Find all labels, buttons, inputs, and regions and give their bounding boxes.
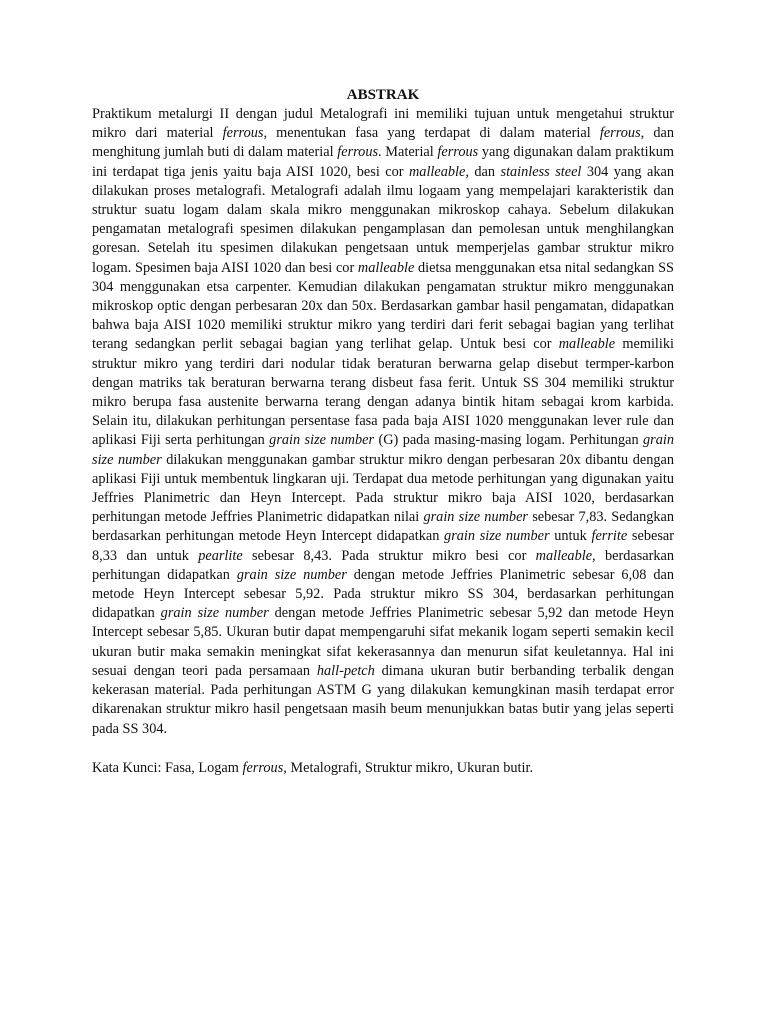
text-run: dietsa menggunakan etsa nital sedangkan SS 304 menggunakan etsa carpenter. Kemudian dilakukan pengamatan struktur mikro menggunakan mikroskop optic dengan perbesaran 20x dan 50x. Berdasarkan gambar hasil pengamatan, didapatkan bahwa baja AISI 1020 memiliki struktur mikro yang terdiri dari ferit sebagai bagian yang terlihat terang sedangkan perlit sebagai bagian yang terlihat gelap. Untuk besi cor bbox=[92, 259, 674, 353]
italic-term: grain size number bbox=[236, 566, 347, 583]
italic-term: grain size number bbox=[444, 528, 550, 545]
italic-term: pearlite bbox=[198, 547, 243, 564]
text-run: untuk bbox=[549, 528, 592, 545]
italic-term: grain size number bbox=[423, 509, 528, 526]
italic-term: hall-petch bbox=[316, 662, 375, 679]
text-run: (G) pada masing-masing logam. Perhitungan bbox=[374, 432, 643, 449]
text-run: 304 yang akan dilakukan proses metalografi. Metalografi adalah ilmu logaam yang mempelajari karakteristik dan struktur suatu logam dalam skala mikro menggunakan mikroskop cahaya. Sebelum dilakukan pengamatan metalografi spesimen dilakukan pengamplasan dan pemolesan untuk menghilangkan goresan. Setelah itu spesimen dilakukan pengetsaan untuk memperjelas gambar struktur mikro logam. Spesimen baja AISI 1020 dan besi cor bbox=[92, 163, 674, 276]
text-run: dengan metode Jeffries Planimetric sebesar 6,08 dan metode Heyn Intercept sebesar 5,92. Pada struktur mikro SS 304, berdasarkan perhitungan didapatkan bbox=[92, 566, 674, 622]
italic-term: grain size number bbox=[92, 432, 674, 468]
text-run: , dan menghitung jumlah buti di dalam material bbox=[92, 125, 675, 161]
text-run: . Material bbox=[378, 144, 438, 161]
text-run: Kata Kunci: Fasa, Logam bbox=[92, 759, 243, 776]
text-run: dengan metode Jeffries Planimetric sebesar 5,92 dan metode Heyn Intercept sebesar 5,85. Ukuran butir dapat mempengaruhi sifat mekanik logam seperti semakin kecil ukuran butir maka semakin meningkat sifat kekerasannya dan menurun sifat keuletannya. Hal ini sesuai dengan teori pada persamaan bbox=[92, 605, 674, 679]
italic-term: ferrous bbox=[599, 125, 641, 142]
text-run: dan bbox=[468, 163, 501, 180]
italic-term: malleable bbox=[558, 336, 616, 353]
italic-term: ferrous bbox=[242, 759, 284, 776]
keywords-line bbox=[92, 759, 674, 778]
text-run: Praktikum metalurgi II dengan judul Metalografi ini memiliki tujuan untuk mengetahui struktur mikro dari material bbox=[92, 106, 674, 142]
text-run: memiliki struktur mikro yang terdiri dari nodular tidak beraturan berwarna gelap disebut termper-karbon dengan matriks tak beraturan berwarna terang disbeut fasa ferit. Untuk SS 304 memiliki struktur mikro berupa fasa austenite berwarna terang dengan adanya bintik hitam sebagai krom karbida. Selain itu, dilakukan perhitungan persentase fasa pada baja AISI 1020 menggunakan lever rule dan aplikasi Fiji serta perhitungan bbox=[92, 336, 674, 449]
text-run: berdasarkan perhitungan didapatkan bbox=[92, 547, 675, 583]
italic-term: stainless steel bbox=[500, 163, 582, 180]
italic-term: ferrous, bbox=[222, 125, 268, 142]
document-content bbox=[92, 86, 674, 778]
italic-term: ferrous bbox=[337, 144, 379, 161]
italic-term: grain size number bbox=[269, 432, 375, 449]
text-run: menentukan fasa yang terdapat di dalam material bbox=[267, 125, 600, 142]
text-run: dimana ukuran butir berbanding terbalik dengan kekerasan material. Pada perhitungan ASTM G yang dilakukan kemungkinan masih terdapat error dikarenakan struktur mikro hasil pengetsaan masih beum menunjukkan batas butir yang jelas seperti pada SS 304. bbox=[92, 662, 674, 737]
text-run: yang digunakan dalam praktikum ini terdapat tiga jenis yaitu baja AISI 1020, besi cor bbox=[92, 144, 674, 180]
italic-term: grain size number bbox=[160, 605, 269, 622]
text-run: sebesar 7,83. Sedangkan berdasarkan perhitungan metode Heyn Intercept didapatkan bbox=[92, 509, 675, 545]
italic-term: ferrite bbox=[591, 528, 628, 545]
text-run: dilakukan menggunakan gambar struktur mikro dengan perbesaran 20x dibantu dengan aplikasi Fiji untuk membentuk lingkaran uji. Terdapat dua metode perhitungan yang digunakan yaitu Jeffries Planimetric dan Heyn Intercept. Pada struktur mikro baja AISI 1020, berdasarkan perhitungan metode Jeffries Planimetric didapatkan nilai bbox=[92, 451, 674, 526]
italic-term: malleable, bbox=[408, 163, 469, 180]
italic-term: malleable bbox=[357, 259, 415, 276]
abstract-paragraph bbox=[92, 105, 674, 739]
text-run: , Metalografi, Struktur mikro, Ukuran butir. bbox=[283, 759, 534, 776]
italic-term: ferrous bbox=[437, 144, 479, 161]
text-run: sebesar 8,43. Pada struktur mikro besi cor bbox=[242, 547, 536, 564]
text-run: sebesar 8,33 dan untuk bbox=[92, 528, 674, 564]
italic-term: malleable, bbox=[535, 547, 596, 564]
page-title: ABSTRAK bbox=[346, 87, 420, 103]
